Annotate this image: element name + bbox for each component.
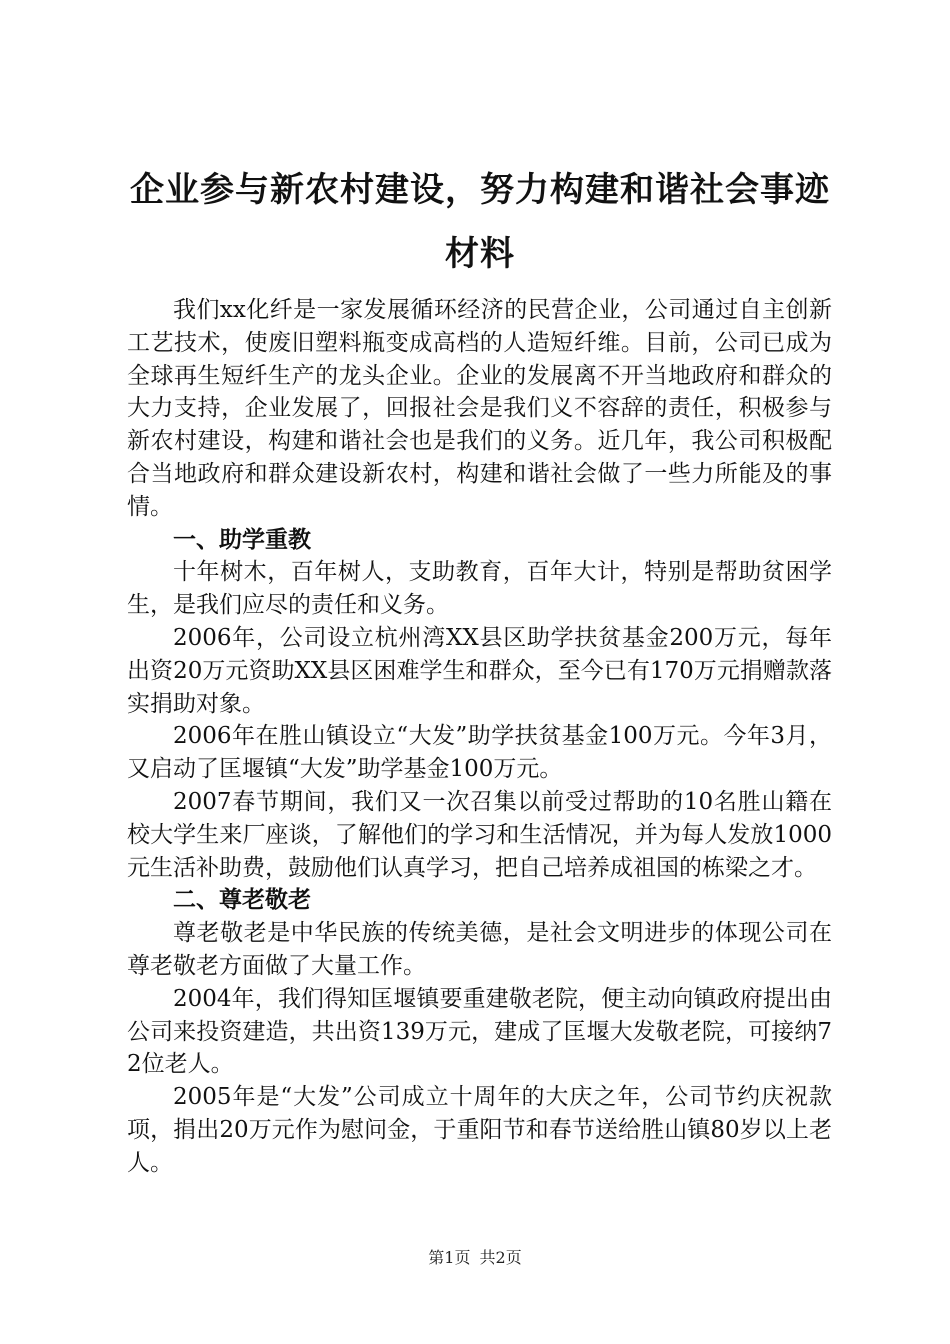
- page-footer: [0, 1245, 950, 1268]
- section-1-paragraph: 2007春节期间，我们又一次召集以前受过帮助的10名胜山籍在校大学生来厂座谈，了解他们的学习和生活情况，并为每人发放1000元生活补助费，鼓励他们认真学习，把自己培养成祖国的栋梁之才。: [127, 788, 832, 881]
- section-heading-1: 一、助学重教: [173, 525, 311, 553]
- section-2-paragraph: 尊老敬老是中华民族的传统美德，是社会文明进步的体现公司在尊老敬老方面做了大量工作。: [127, 920, 832, 979]
- document-body: [127, 294, 832, 1180]
- section-1-paragraph: 2006年在胜山镇设立“大发”助学扶贫基金100万元。今年3月，又启动了匡堰镇“大发”助学基金100万元。: [127, 723, 832, 783]
- page-number-current: 第1页: [428, 1248, 471, 1267]
- section-2-paragraph: 2005年是“大发”公司成立十周年的大庆之年，公司节约庆祝款项，捐出20万元作为慰问金，于重阳节和春节送给胜山镇80岁以上老人。: [127, 1084, 832, 1176]
- title-line-1: 企业参与新农村建设，努力构建和谐社会事迹: [130, 170, 830, 210]
- section-heading-2: 二、尊老敬老: [173, 886, 311, 914]
- title-line-2: 材料: [445, 234, 515, 274]
- intro-paragraph: 我们xx化纤是一家发展循环经济的民营企业，公司通过自主创新工艺技术，使废旧塑料瓶变成高档的人造短纤维。目前，公司已成为全球再生短纤生产的龙头企业。企业的发展离不开当地政府和群众的大力支持，企业发展了，回报社会是我们义不容辞的责任，积极参与新农村建设，构建和谐社会也是我们的义务。近几年，我公司积极配合当地政府和群众建设新农村，构建和谐社会做了一些力所能及的事情。: [127, 297, 832, 520]
- document-title: [100, 158, 860, 286]
- page-number-total: 共2页: [479, 1248, 522, 1267]
- section-2-paragraph: 2004年，我们得知匡堰镇要重建敬老院，便主动向镇政府提出由公司来投资建造，共出资139万元，建成了匡堰大发敬老院，可接纳72位老人。: [127, 985, 832, 1078]
- section-1-paragraph: 十年树木，百年树人，支助教育，百年大计，特别是帮助贫困学生，是我们应尽的责任和义务。: [127, 559, 832, 619]
- section-1-paragraph: 2006年，公司设立杭州湾XX县区助学扶贫基金200万元，每年出资20万元资助XX县区困难学生和群众，至今已有170万元捐赠款落实捐助对象。: [127, 624, 832, 717]
